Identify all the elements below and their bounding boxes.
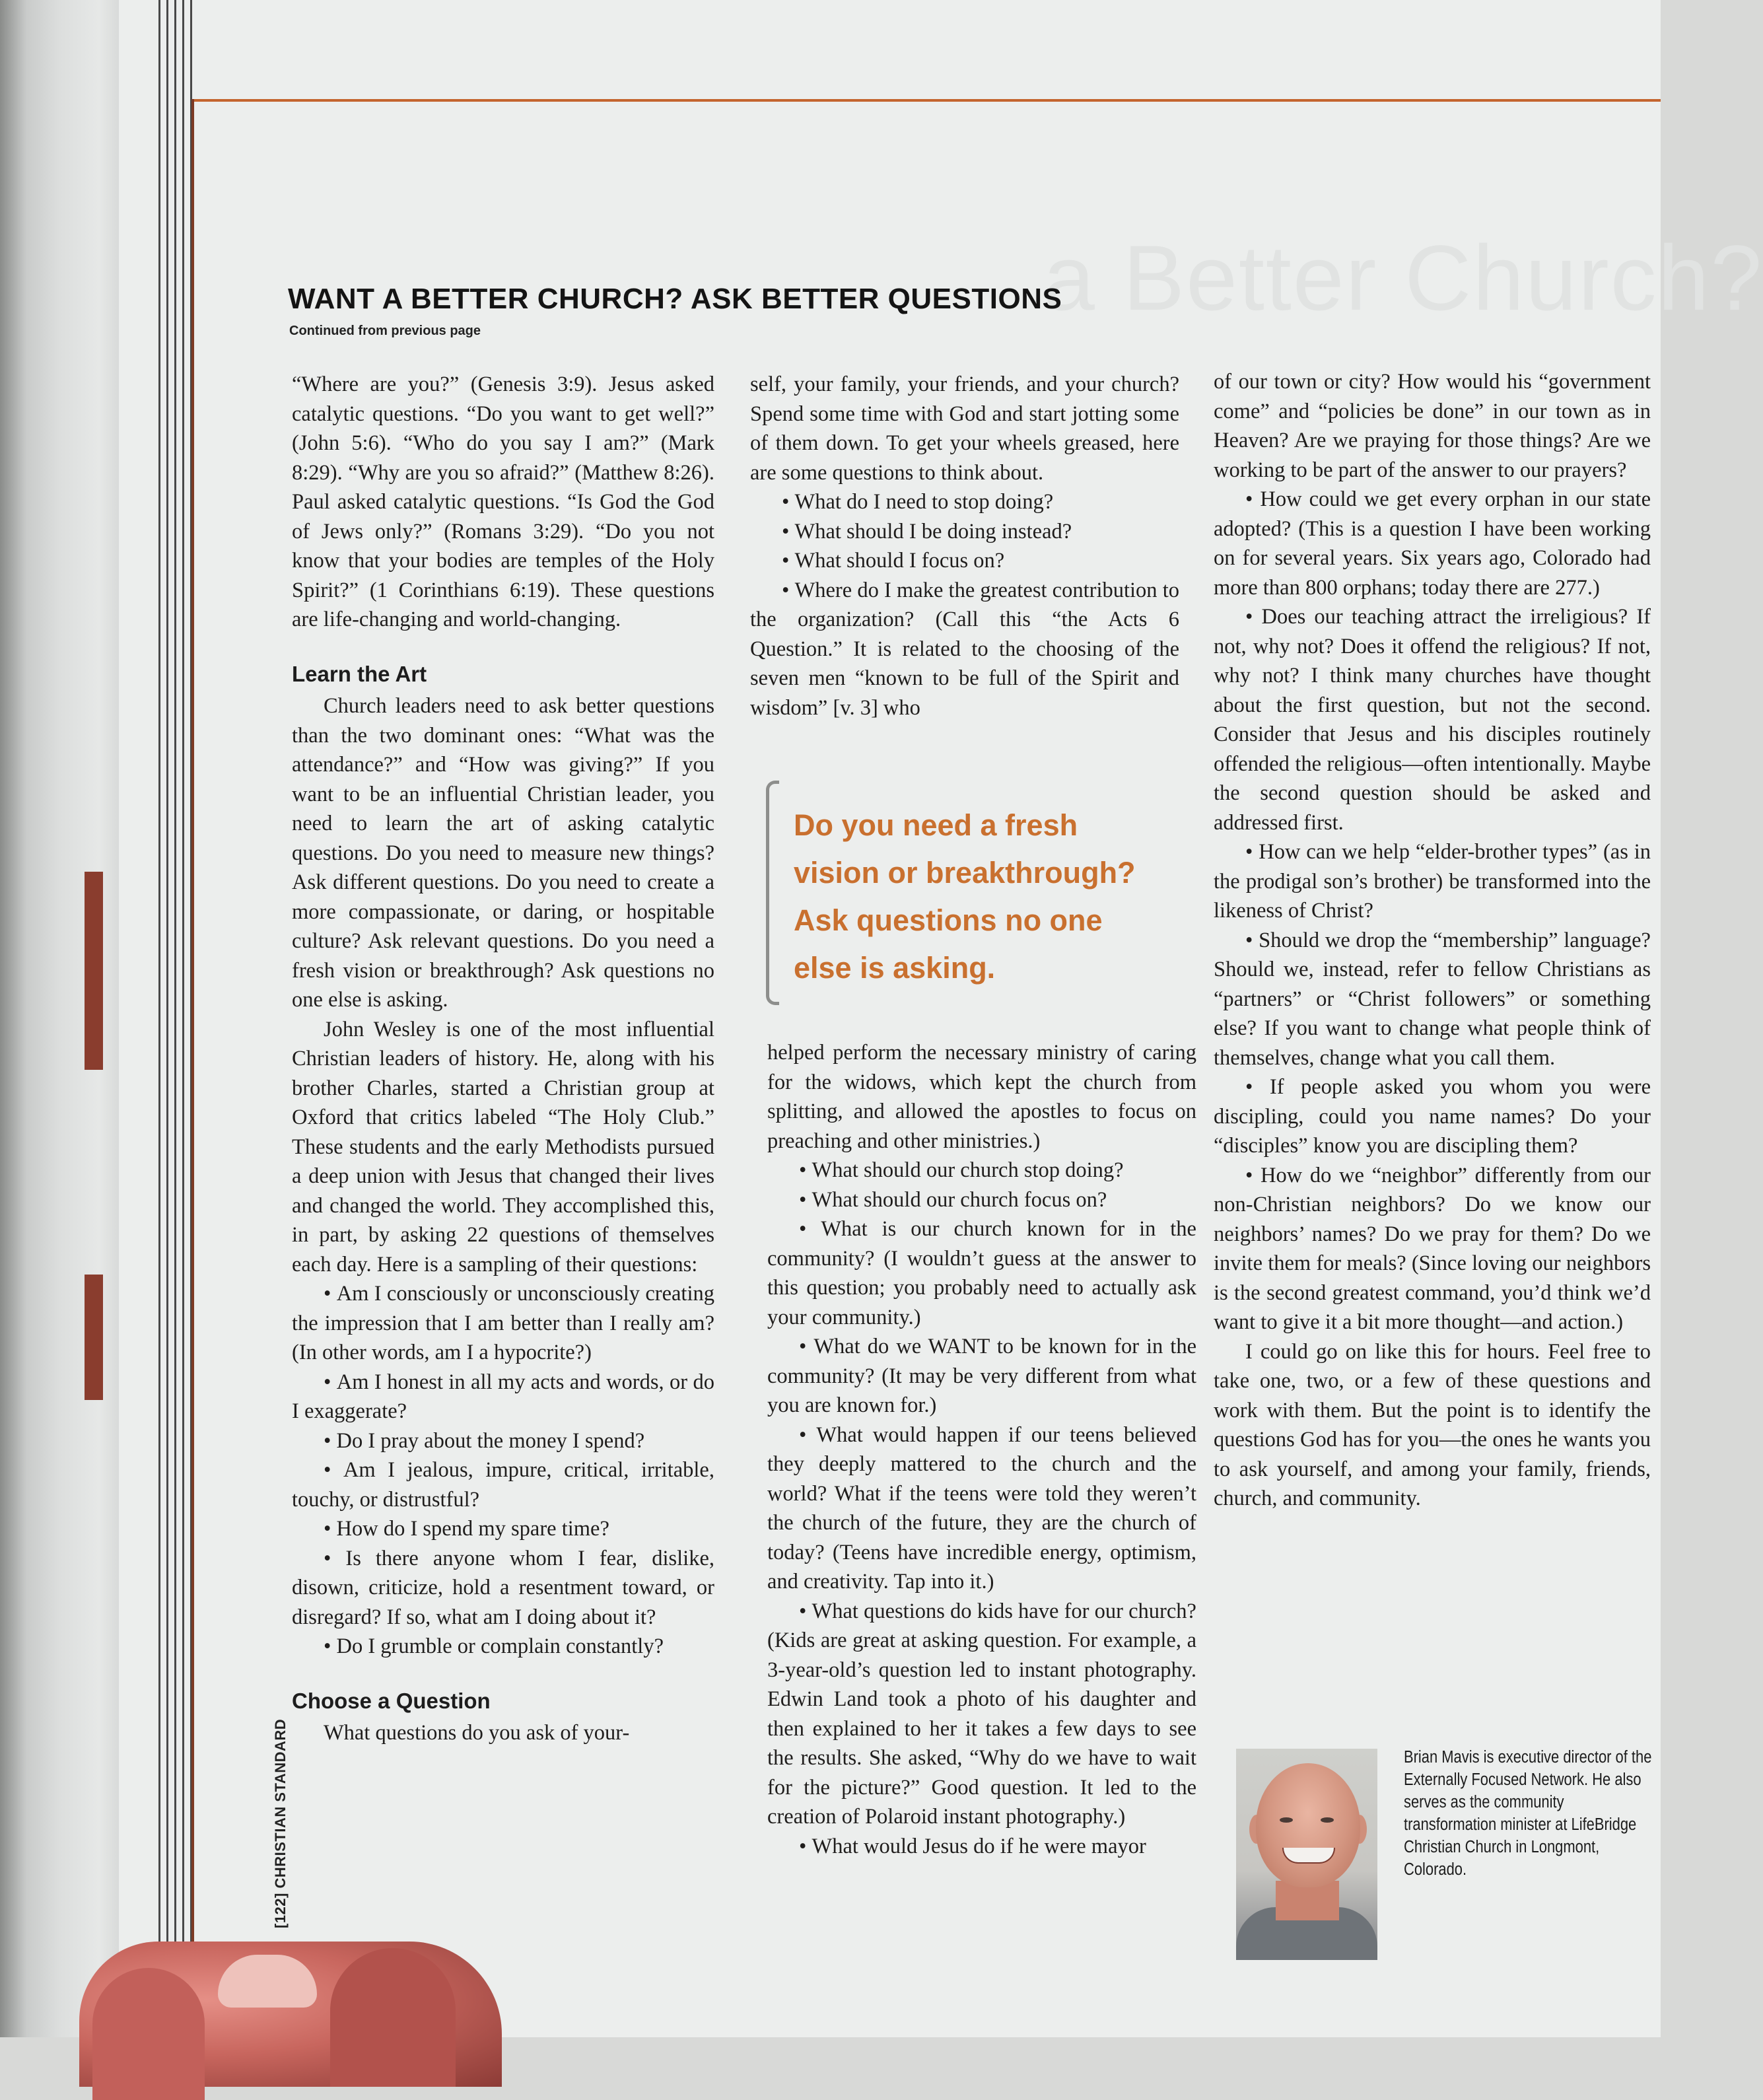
question-item: • What should our church stop doing? xyxy=(767,1156,1196,1185)
article-headline: WANT A BETTER CHURCH? ASK BETTER QUESTIONS xyxy=(288,283,1062,315)
column-2-bottom xyxy=(767,1038,1196,1861)
closing-paragraph: I could go on like this for hours. Feel free to take one, two, or a few of these questions and work with them. But the point is to identify the questions God has for you—the ones he wants you to ask yourself, and among your family, friends, church, and community. xyxy=(1214,1339,1651,1510)
question-item: • What do I need to stop doing? xyxy=(750,487,1179,517)
paragraph: John Wesley is one of the most influential Christian leaders of history. He, along with his brother Charles, started a Christian group at Oxford that critics labeled “The Holy Club.” These students and the early Methodists pursued a deep union with Jesus that changed their lives and changed the world. They accomplished this, in part, by asking 22 questions of themselves each day. Here is a sampling of their questions: xyxy=(292,1017,714,1277)
pull-quote-text: Do you need a fresh vision or breakthrough? Ask questions no one else is asking. xyxy=(794,808,1136,985)
intro-paragraph: “Where are you?” (Genesis 3:9). Jesus asked catalytic questions. “Do you want to get well?” (John 5:6). “Who do you say I am?” (Mark 8:29). “Why are you so afraid?” (Matthew 8:26). Paul asked catalytic questions. “Is God the God of Jews only?” (Romans 3:29). “Do you not know that your bodies are temples of the Holy Spirit?” (1 Corinthians 6:19). These questions are life-changing and world-changing. xyxy=(292,372,714,631)
question-item: • What is our church known for in the community? (I wouldn’t guess at the answer to this question; you probably need to actually ask your community.) xyxy=(767,1214,1196,1332)
question-item: • Does our teaching attract the irreligious? If not, why not? Does it offend the religious? If not, why not? I think many churches have thought about the first question, but not the second. Consider that Jesus and his disciples routinely offended the religious—often intentionally. Maybe the second question should be asked and addressed first. xyxy=(1214,602,1651,837)
question-item: • What do we WANT to be known for in the community? (It may be very different from what you are known for.) xyxy=(767,1332,1196,1420)
question-item: • If people asked you whom you were discipling, could you name names? Do your “disciples” know you are discipling them? xyxy=(1214,1072,1651,1161)
column-2-top xyxy=(750,370,1179,722)
page-folio: [122] CHRISTIAN STANDARD xyxy=(272,1718,289,1928)
paragraph: helped perform the necessary ministry of caring for the widows, which kept the church from splitting, and allowed the apostles to focus on preaching and other ministries.) xyxy=(767,1041,1196,1153)
question-item: • What would happen if our teens believed they deeply mattered to the church and the world? What if the teens were told they weren’t the church of the future, they are the church of today? (Teens have incredible energy, optimism, and creativity. Tap into it.) xyxy=(767,1420,1196,1597)
paragraph: Church leaders need to ask better questions than the two dominant ones: “What was the attendance?” and “How was giving?” If you want to be an influential Christian leader, you need to learn the art of asking catalytic questions. Do you need to measure new things? Ask different questions. Do you need to create a more compassionate, or daring, or hospitable culture? Ask relevant questions. Do you need a fresh vision or breakthrough? Ask questions no one else is asking. xyxy=(292,694,714,1012)
continued-note: Continued from previous page xyxy=(289,324,481,338)
article-frame-left-rule xyxy=(191,99,194,2014)
author-bio: Brian Mavis is executive director of the Externally Focused Network. He also serves as the community transformation minister at LifeBridge Christian Church in Longmont, Colorado. xyxy=(1404,1748,1652,1879)
column-3 xyxy=(1214,367,1651,1514)
wesley-question-item: • Am I honest in all my acts and words, or do I exaggerate? xyxy=(292,1368,714,1426)
question-item: • Should we drop the “membership” language? Should we, instead, refer to fellow Christians as “partners” or “Christ followers” or something else? If you want to change what people think of themselves, change what you call them. xyxy=(1214,926,1651,1073)
column-1 xyxy=(292,370,714,1748)
wesley-question-item: • Is there anyone whom I fear, dislike, disown, criticize, hold a resentment toward, or disregard? If so, what am I doing about it? xyxy=(292,1544,714,1632)
question-item: • What should I be doing instead? xyxy=(750,517,1179,547)
paragraph: self, your family, your friends, and your church? Spend some time with God and start jotting some of them down. To get your wheels greased, here are some questions to think about. xyxy=(750,372,1179,485)
question-item: • How do we “neighbor” differently from our non-Christian neighbors? Do we know our neighbors’ names? Do we pray for them? Do we invite them for meals? (Since loving our neighbors is the second greatest command, you’d think we’d want to give it a bit more thought—and action.) xyxy=(1214,1161,1651,1337)
author-photo xyxy=(1236,1749,1377,1952)
wesley-question-item: • How do I spend my spare time? xyxy=(292,1514,714,1544)
section-heading-choose: Choose a Question xyxy=(292,1688,491,1713)
pull-quote-bracket xyxy=(766,781,779,1005)
page-edge-marker xyxy=(85,872,103,1070)
reader-thumb xyxy=(79,1942,502,2087)
question-item: • What should I focus on? xyxy=(750,546,1179,576)
page-edge-marker xyxy=(85,1275,103,1400)
question-item: • What questions do kids have for our church? (Kids are great at asking question. For example, a 3-year-old’s question led to instant photography. Edwin Land took a photo of his daughter and then explained to her it takes a few days to see the results. She asked, “Why do we have to wait for the picture?” Good question. It led to the creation of Polaroid instant photography.) xyxy=(767,1597,1196,1832)
article-frame-top-rule xyxy=(191,99,1661,102)
question-item: • What should our church focus on? xyxy=(767,1185,1196,1215)
background-watermark: a Better Church? xyxy=(1043,226,1763,330)
question-item: • What would Jesus do if he were mayor xyxy=(767,1832,1196,1862)
paragraph: of our town or city? How would his “government come” and “policies be done” in our town as in Heaven? Are we praying for those things? Are we working to be part of the answer to our prayers? xyxy=(1214,370,1651,482)
section-heading-learn: Learn the Art xyxy=(292,661,427,686)
paragraph: What questions do you ask of your- xyxy=(324,1721,630,1745)
wesley-question-item: • Do I grumble or complain constantly? xyxy=(292,1632,714,1662)
question-item: • Where do I make the greatest contribution to the organization? (Call this “the Acts 6 Question.” It is related to the choosing of the seven men “known to be full of the Spirit and wisdom” [v. 3] who xyxy=(750,576,1179,723)
wesley-question-item: • Do I pray about the money I spend? xyxy=(292,1426,714,1456)
question-item: • How could we get every orphan in our state adopted? (This is a question I have been working on for several years. Six years ago, Colorado had more than 800 orphans; today there are 277.) xyxy=(1214,485,1651,602)
question-item: • How can we help “elder-brother types” (as in the prodigal son’s brother) be transformed into the likeness of Christ? xyxy=(1214,837,1651,926)
wesley-question-item: • Am I jealous, impure, critical, irritable, touchy, or distrustful? xyxy=(292,1455,714,1514)
pull-quote xyxy=(766,781,1162,1005)
wesley-question-item: • Am I consciously or unconsciously creating the impression that I am better than I really am? (In other words, am I a hypocrite?) xyxy=(292,1279,714,1368)
